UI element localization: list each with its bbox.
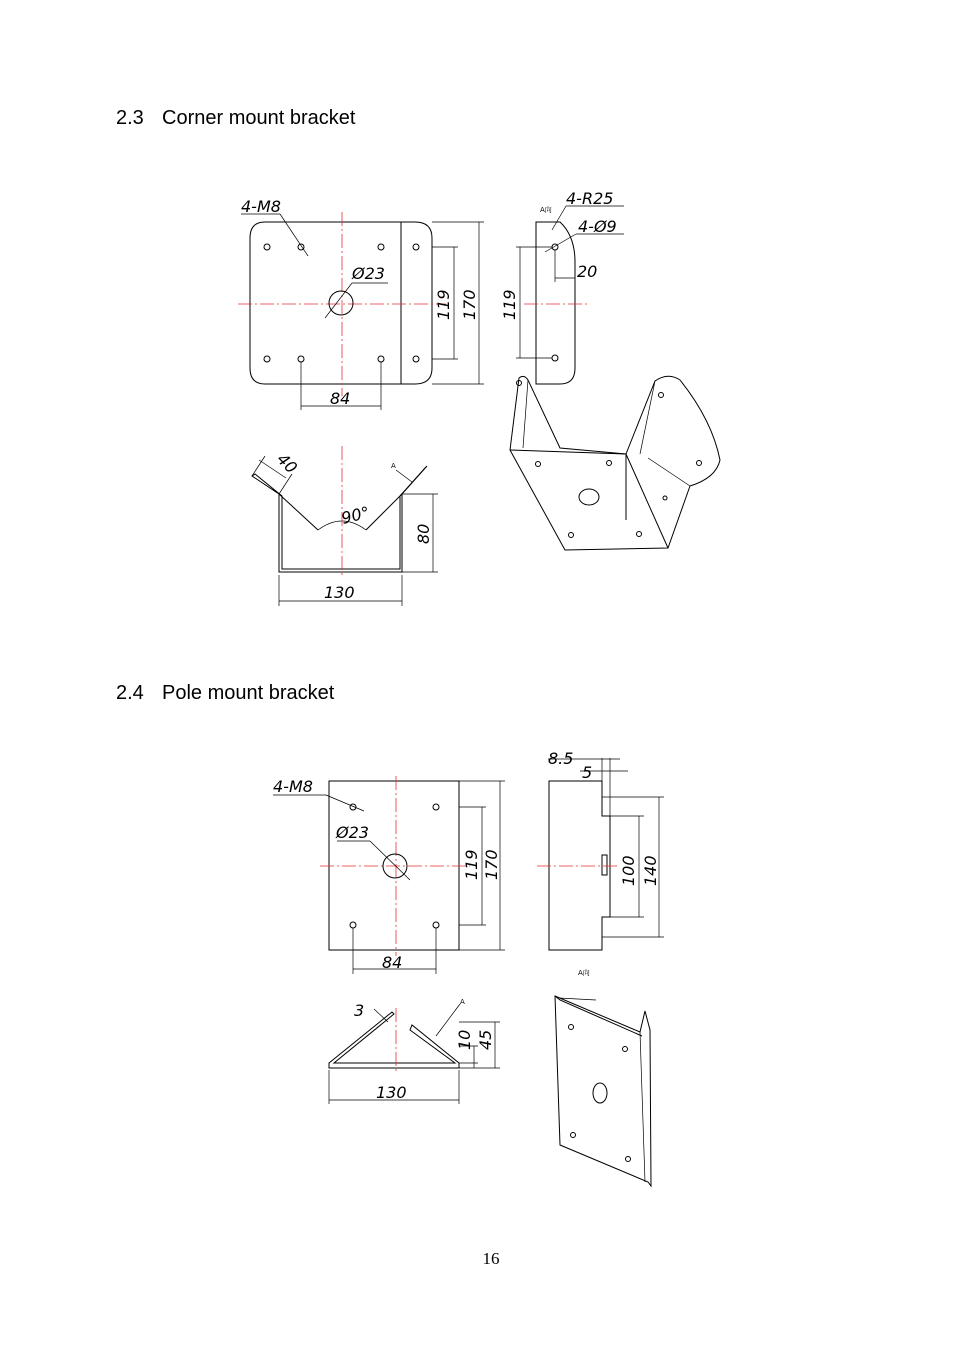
label-side-marker: A向	[540, 206, 552, 214]
label-center-hole: Ø23	[352, 264, 385, 283]
label-slot-outer: 140	[641, 855, 660, 886]
page-number: 16	[482, 1249, 500, 1268]
label-offset-b: 5	[582, 763, 593, 782]
label-holes: 4-M8	[273, 777, 313, 796]
label-height-outer: 170	[460, 289, 479, 320]
label-width: 130	[324, 583, 355, 602]
pole-mount-bracket-drawing	[0, 740, 954, 1200]
label-flange: 20	[577, 262, 598, 281]
isometric-view	[555, 996, 651, 1186]
label-height-inner: 119	[434, 289, 453, 320]
label-flange-len: 40	[273, 449, 302, 478]
isometric-view	[510, 376, 720, 550]
section-title: Pole mount bracket	[162, 682, 335, 704]
label-lip-a: 10	[455, 1029, 474, 1050]
section-heading-pole-mount	[116, 682, 334, 705]
label-side-height: 119	[500, 289, 519, 320]
label-lip-b: 45	[476, 1029, 495, 1050]
label-height-inner: 119	[462, 849, 481, 880]
label-slot-inner: 100	[619, 855, 638, 886]
label-angle: 90°	[339, 502, 372, 528]
label-holes: 4-M8	[241, 197, 281, 216]
label-width: 130	[376, 1083, 407, 1102]
label-side-holes: 4-Ø9	[578, 217, 617, 236]
section-heading-corner-mount	[116, 107, 355, 130]
section-number: 2.4	[116, 682, 144, 704]
section-title: Corner mount bracket	[162, 107, 356, 129]
label-hole-spacing: 84	[330, 389, 351, 408]
label-depth: 80	[414, 523, 433, 544]
label-marker-a: A	[460, 998, 465, 1006]
label-hole-spacing: 84	[382, 953, 403, 972]
label-view: A向	[578, 969, 590, 977]
label-radius: 4-R25	[566, 189, 614, 208]
section-number: 2.3	[116, 107, 144, 129]
label-thickness: 3	[354, 1001, 365, 1020]
side-view	[537, 758, 664, 950]
corner-mount-bracket-drawing	[0, 180, 954, 620]
label-center-hole: Ø23	[336, 823, 369, 842]
label-height-outer: 170	[482, 849, 501, 880]
label-marker-a: A	[391, 462, 396, 470]
label-offset-a: 8.5	[548, 749, 574, 768]
